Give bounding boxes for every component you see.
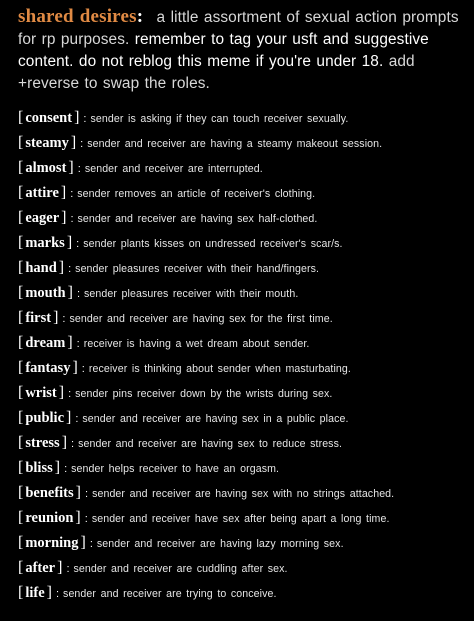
close-bracket: ]: [67, 334, 73, 351]
intro-reverse-note: add +reverse to swap the roles.: [18, 53, 415, 92]
close-bracket: ]: [60, 184, 67, 201]
prompt-description: sender and receiver are trying to conceive.: [63, 588, 277, 600]
prompt-separator: :: [77, 163, 81, 175]
prompt-keyword: benefits: [25, 485, 74, 501]
open-bracket: [: [18, 209, 24, 226]
open-bracket: [: [18, 509, 24, 526]
prompt-item-morning: [18, 534, 462, 559]
close-bracket: ]: [66, 409, 72, 426]
open-bracket: [: [18, 534, 24, 551]
open-bracket: [: [18, 309, 24, 326]
close-bracket: ]: [75, 509, 81, 526]
prompt-separator: :: [70, 213, 74, 225]
prompt-keyword: reunion: [25, 510, 74, 526]
close-bracket: ]: [58, 259, 65, 276]
open-bracket: [: [18, 159, 24, 176]
prompt-item-steamy: [18, 134, 462, 159]
prompt-item-life: [18, 584, 462, 609]
close-bracket: ]: [80, 534, 86, 551]
prompt-separator: :: [81, 363, 85, 375]
prompt-keyword: dream: [25, 335, 66, 351]
meme-title-colon: :: [136, 6, 144, 27]
prompt-description: receiver is thinking about sender when masturbating.: [88, 363, 351, 375]
prompt-item-first: [18, 309, 462, 334]
prompt-keyword: morning: [25, 535, 79, 551]
meme-title: shared desires: [18, 6, 137, 27]
prompt-separator: :: [84, 513, 88, 525]
prompt-item-mouth: [18, 284, 462, 309]
open-bracket: [: [18, 284, 24, 301]
prompt-keyword: steamy: [25, 135, 69, 151]
prompt-keyword: attire: [25, 185, 59, 201]
open-bracket: [: [18, 559, 24, 576]
open-bracket: [: [18, 384, 24, 401]
prompt-separator: :: [83, 113, 87, 125]
close-bracket: ]: [68, 159, 74, 176]
prompt-item-after: [18, 559, 462, 584]
prompt-keyword: consent: [25, 110, 73, 126]
prompt-description: sender helps receiver to have an orgasm.: [71, 463, 280, 475]
prompt-item-bliss: [18, 459, 462, 484]
prompt-separator: :: [75, 413, 79, 425]
prompt-keyword: marks: [25, 235, 65, 251]
open-bracket: [: [18, 334, 24, 351]
prompt-item-dream: [18, 334, 462, 359]
prompt-description: sender and receiver are having sex in a public place.: [82, 413, 349, 425]
close-bracket: ]: [74, 109, 80, 126]
prompt-keyword: stress: [25, 435, 60, 451]
close-bracket: ]: [58, 384, 65, 401]
prompt-list: [18, 109, 462, 609]
prompt-keyword: eager: [25, 210, 60, 226]
prompt-item-public: [18, 409, 462, 434]
prompt-separator: :: [85, 488, 89, 500]
open-bracket: [: [18, 409, 24, 426]
close-bracket: ]: [61, 434, 68, 451]
prompt-item-fantasy: [18, 359, 462, 384]
prompt-keyword: fantasy: [25, 360, 71, 376]
prompt-separator: :: [68, 263, 72, 275]
close-bracket: ]: [53, 309, 59, 326]
prompt-item-reunion: [18, 509, 462, 534]
prompt-description: sender is asking if they can touch receiver sexually.: [90, 113, 349, 125]
close-bracket: ]: [54, 459, 61, 476]
prompt-description: sender pleasures receiver with their hand/fingers.: [75, 263, 320, 275]
prompt-separator: :: [64, 463, 68, 475]
prompt-item-benefits: [18, 484, 462, 509]
open-bracket: [: [18, 109, 24, 126]
prompt-description: sender and receiver are interrupted.: [84, 163, 263, 175]
open-bracket: [: [18, 484, 24, 501]
prompt-item-wrist: [18, 384, 462, 409]
intro-warning: remember to tag your usft and suggestive content. do not reblog this meme if you're under 18.: [18, 31, 429, 70]
prompt-description: sender and receiver are cuddling after sex.: [73, 563, 288, 575]
close-bracket: ]: [57, 559, 63, 576]
prompt-item-hand: [18, 259, 462, 284]
prompt-keyword: wrist: [25, 385, 57, 401]
open-bracket: [: [18, 584, 24, 601]
open-bracket: [: [18, 234, 24, 251]
prompt-description: sender pins receiver down by the wrists during sex.: [75, 388, 333, 400]
open-bracket: [: [18, 434, 24, 451]
prompt-keyword: public: [25, 410, 65, 426]
prompt-keyword: hand: [25, 260, 57, 276]
prompt-separator: :: [66, 563, 70, 575]
close-bracket: ]: [61, 209, 67, 226]
prompt-item-consent: [18, 109, 462, 134]
prompt-separator: :: [62, 313, 66, 325]
prompt-separator: :: [76, 338, 80, 350]
prompt-item-marks: [18, 234, 462, 259]
intro-description: a little assortment of sexual action prompts for rp purposes.: [18, 9, 459, 48]
prompt-separator: :: [76, 288, 81, 300]
prompt-item-attire: [18, 184, 462, 209]
prompt-keyword: mouth: [25, 285, 66, 301]
close-bracket: ]: [70, 134, 77, 151]
prompt-description: sender removes an article of receiver's clothing.: [77, 188, 316, 200]
prompt-description: receiver is having a wet dream about sender.: [83, 338, 310, 350]
prompt-keyword: bliss: [25, 460, 53, 476]
prompt-keyword: life: [25, 585, 45, 601]
prompt-description: sender and receiver have sex after being apart a long time.: [91, 513, 390, 525]
open-bracket: [: [18, 459, 24, 476]
close-bracket: ]: [72, 359, 78, 376]
open-bracket: [: [18, 259, 24, 276]
prompt-separator: :: [55, 588, 60, 600]
close-bracket: ]: [66, 234, 73, 251]
prompt-separator: :: [80, 138, 84, 150]
prompt-description: sender and receiver are having sex for the first time.: [69, 313, 333, 325]
open-bracket: [: [18, 184, 24, 201]
prompt-separator: :: [76, 238, 80, 250]
prompt-separator: :: [68, 388, 72, 400]
prompt-separator: :: [89, 538, 93, 550]
prompt-description: sender and receiver are having sex with no strings attached.: [92, 488, 395, 500]
prompt-description: sender and receiver are having lazy morning sex.: [96, 538, 344, 550]
prompt-separator: :: [70, 188, 74, 200]
close-bracket: ]: [46, 584, 52, 601]
prompt-keyword: first: [25, 310, 52, 326]
prompt-description: sender and receiver are having sex to reduce stress.: [78, 438, 343, 450]
open-bracket: [: [18, 134, 24, 151]
prompt-description: sender and receiver are having a steamy makeout session.: [87, 138, 383, 150]
prompt-keyword: almost: [25, 160, 67, 176]
close-bracket: ]: [67, 284, 73, 301]
prompt-item-stress: [18, 434, 462, 459]
prompt-description: sender and receiver are having sex half-clothed.: [77, 213, 318, 225]
prompt-item-almost: [18, 159, 462, 184]
open-bracket: [: [18, 359, 24, 376]
prompt-keyword: after: [25, 560, 56, 576]
prompt-separator: :: [71, 438, 75, 450]
prompt-item-eager: [18, 209, 462, 234]
prompt-description: sender pleasures receiver with their mouth.: [84, 288, 299, 300]
close-bracket: ]: [75, 484, 81, 501]
intro-paragraph: [18, 6, 462, 95]
prompt-description: sender plants kisses on undressed receiver's scar/s.: [83, 238, 343, 250]
